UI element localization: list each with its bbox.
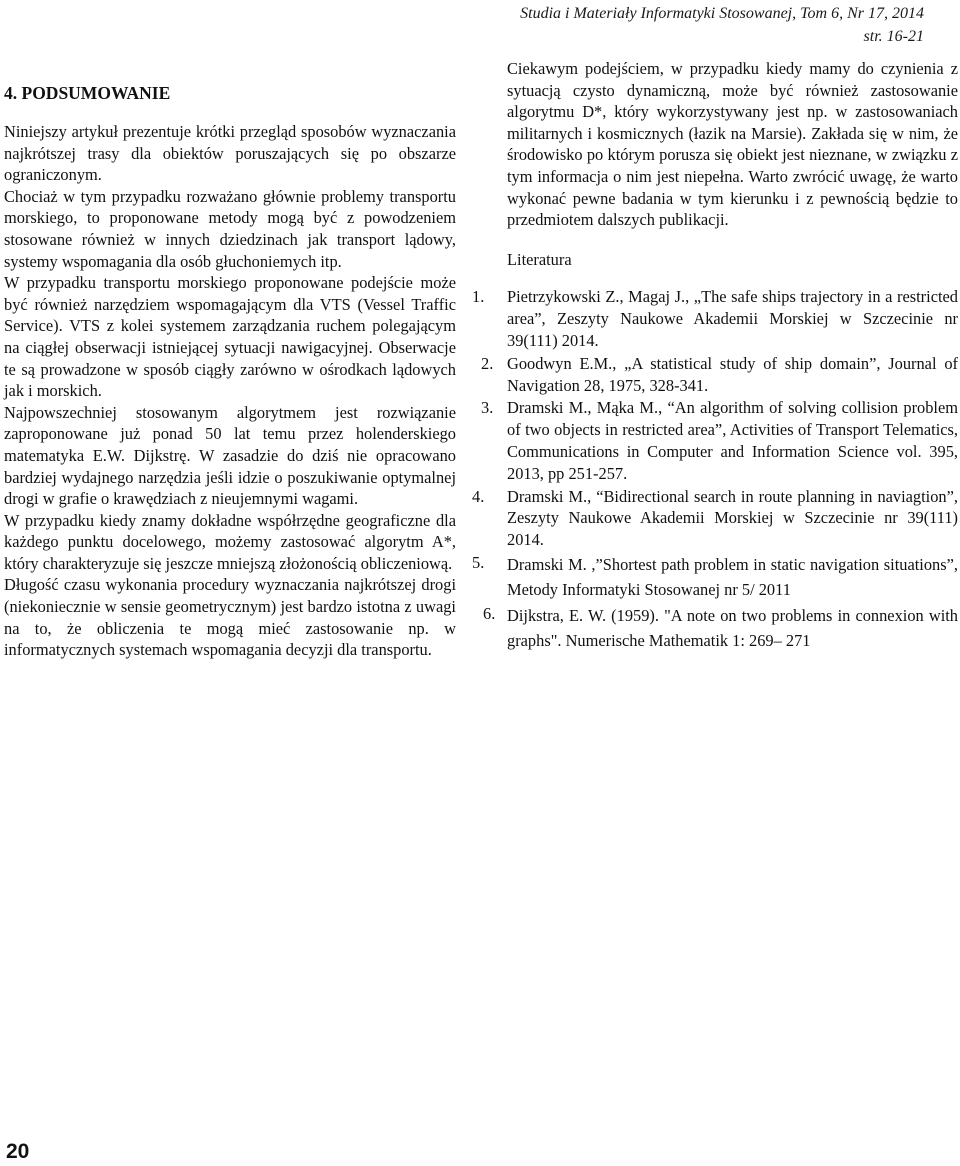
reference-item: [472, 353, 958, 397]
paragraph: Chociaż w tym przypadku rozważano głównie problemy transportu morskiego, to proponowane metody mogą być z powodzeniem stosowane również w innych dziedzinach jak transport lądowy, systemy wspomagania dla osób głuchoniemych itp.: [4, 186, 456, 271]
paragraph: Długość czasu wykonania procedury wyznaczania najkrótszej drogi (niekoniecznie w sensie geometrycznym) jest bardzo istotna z uwagi na to, że obliczenia te mogą mieć zastosowanie np. w informatycznych systemach wspomagania decyzji dla transportu.: [4, 575, 456, 660]
reference-number: 1.: [472, 287, 485, 307]
left-column: [4, 82, 456, 661]
page-range: str. 16-21: [863, 28, 924, 45]
reference-item: [472, 397, 958, 484]
reference-number: 4.: [472, 486, 485, 506]
literature-heading: Literatura: [507, 249, 572, 269]
journal-title: Studia i Materiały Informatyki Stosowanej, Tom 6, Nr 17, 2014: [520, 5, 924, 22]
section-heading: 4. PODSUMOWANIE: [4, 83, 171, 103]
reference-number: 3.: [481, 398, 494, 418]
paragraph: W przypadku kiedy znamy dokładne współrzędne geograficzne dla każdego punktu docelowego, możemy zastosować algorytm A*, który charakteryzuje się jeszcze mniejszą złożonością obliczeniową.: [4, 510, 456, 573]
reference-item: [472, 286, 958, 351]
paragraph: Najpowszechniej stosowanym algorytmem jest rozwiązanie zaproponowane już ponad 50 lat temu przez holenderskiego matematyka E.W. Dijkstrę. W zasadzie do dziś nie opracowano bardziej wydajnego narzędzia jeśli idzie o poszukiwanie optymalnej drogi w grafie o krawędziach z nieujemnymi wagami.: [4, 402, 456, 509]
paragraph: Niniejszy artykuł prezentuje krótki przegląd sposobów wyznaczania najkrótszej trasy dla obiektów poruszających się po obszarze ograniczonym.: [4, 122, 456, 185]
reference-text: Dijkstra, E. W. (1959). "A note on two problems in connexion with graphs". Numerische Mathematik 1: 269– 271: [507, 605, 958, 650]
reference-text: Dramski M., Mąka M., “An algorithm of solving collision problem of two objects in restricted area”, Activities of Transport Telematics, Communications in Computer and Information Science vol. 395, 2013, pp 251-257.: [507, 398, 958, 483]
reference-text: Dramski M. ,”Shortest path problem in static navigation situations”, Metody Informatyki Stosowanej nr 5/ 2011: [507, 554, 958, 599]
reference-item: [472, 603, 958, 653]
reference-item: [472, 486, 958, 551]
reference-number: 6.: [483, 603, 496, 623]
reference-number: 2.: [481, 353, 494, 373]
reference-number: 5.: [472, 552, 485, 572]
reference-text: Goodwyn E.M., „A statistical study of ship domain”, Journal of Navigation 28, 1975, 328-341.: [507, 353, 958, 395]
reference-list: [472, 286, 958, 653]
reference-item: [472, 552, 958, 602]
paragraph: W przypadku transportu morskiego proponowane podejście może być również narzędziem wspomagającym dla VTS (Vessel Traffic Service). VTS z kolei systemem zarządzania ruchem polegającym na ciągłej obserwacji istniejącej sytuacji nawigacyjnej. Obserwacje te są prowadzone w sposób ciągły zarówno w ośrodkach lądowych jak i morskich.: [4, 273, 456, 401]
right-column: [472, 58, 958, 654]
reference-text: Pietrzykowski Z., Magaj J., „The safe ships trajectory in a restricted area”, Zeszyty Naukowe Akademii Morskiej w Szczecinie nr 39(111) 2014.: [507, 287, 958, 350]
running-header: [364, 2, 924, 48]
paragraph: Ciekawym podejściem, w przypadku kiedy mamy do czynienia z sytuacją czysto dynamiczną, może być również zastosowanie algorytmu D*, który wykorzystywany jest np. w zastosowaniach militarnych i kosmicznych (łazik na Marsie). Zakłada się w nim, że środowisko po którym porusza się obiekt jest nieznane, w związku z tym informacja o nim jest niepełna. Warto zwrócić uwagę, że warto wykonać pewne badania w tym kierunku i z pewnością będzie to przedmiotem dalszych publikacji.: [507, 59, 958, 230]
reference-text: Dramski M., “Bidirectional search in route planning in naviagtion”, Zeszyty Naukowe Akademii Morskiej w Szczecinie nr 39(111) 2014.: [507, 486, 958, 550]
page-number: 20: [6, 1140, 30, 1163]
